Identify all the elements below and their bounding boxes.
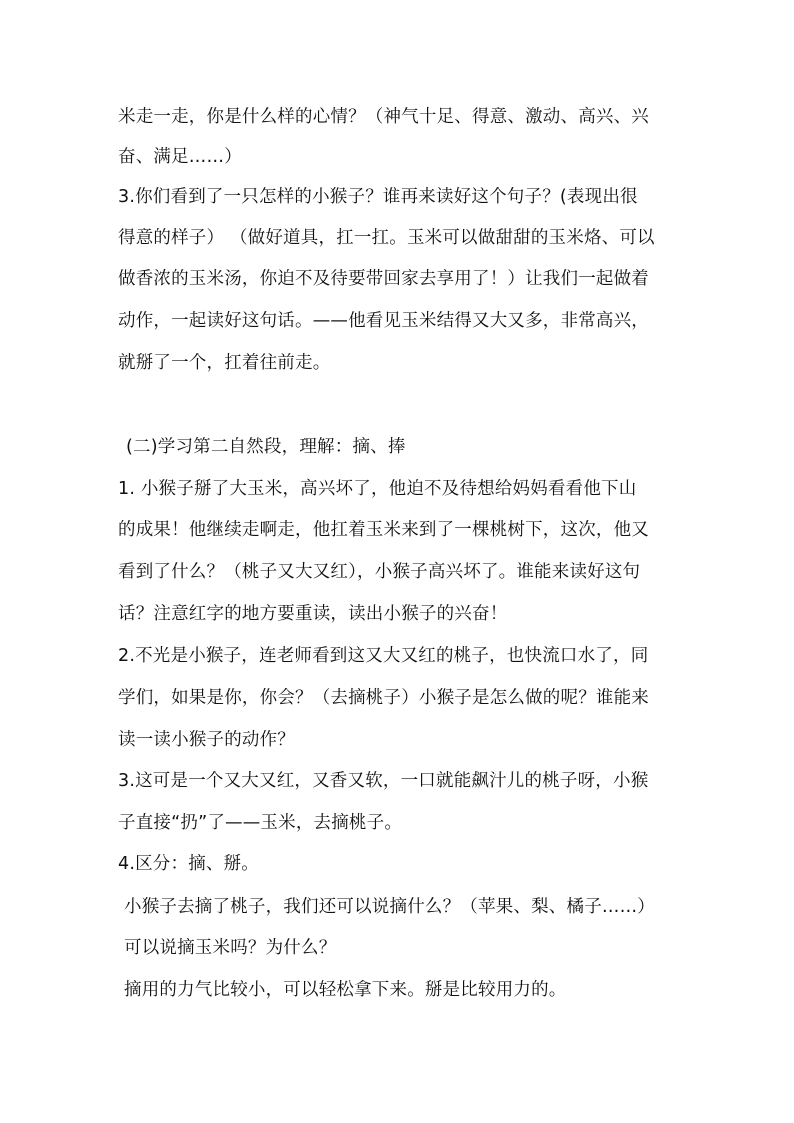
paragraph-line: 米走一走，你是什么样的心情？（神气十足、得意、激动、高兴、兴 xyxy=(118,107,649,127)
paragraph-line: 的成果！他继续走啊走，他扛着玉米来到了一棵桃树下，这次，他又 xyxy=(118,520,649,540)
paragraph-line: 得意的样子） （做好道具，扛一扛。玉米可以做甜甜的玉米烙、可以 xyxy=(118,228,655,248)
paragraph-line: 看到了什么？（桃子又大又红），小猴子高兴坏了。谁能来读好这句 xyxy=(118,562,641,582)
paragraph-line: 3.你们看到了一只怎样的小猴子？谁再来读好这个句子？(表现出很 xyxy=(118,187,638,207)
paragraph-line: 子直接“扔”了——玉米，去摘桃子。 xyxy=(118,813,403,833)
paragraph-line: 学们，如果是你，你会？（去摘桃子）小猴子是怎么做的呢？谁能来 xyxy=(118,688,649,708)
paragraph-line: 话？注意红字的地方要重读，读出小猴子的兴奋！ xyxy=(118,604,508,624)
paragraph-line: 动作，一起读好这句话。——他看见玉米结得又大又多，非常高兴， xyxy=(118,311,649,331)
paragraph-line: 奋、满足……） xyxy=(118,147,242,167)
paragraph-line: 读一读小猴子的动作？ xyxy=(118,730,295,750)
paragraph-line: 1. 小猴子掰了大玉米，高兴坏了，他迫不及待想给妈妈看看他下山 xyxy=(118,479,637,499)
paragraph-line: 小猴子去摘了桃子，我们还可以说摘什么？（苹果、梨、橘子……） xyxy=(124,897,655,917)
paragraph-line: 2.不光是小猴子，连老师看到这又大又红的桃子，也快流口水了，同 xyxy=(118,646,649,666)
paragraph-line: 摘用的力气比较小，可以轻松拿下来。掰是比较用力的。 xyxy=(124,980,567,1000)
paragraph-line: 4.区分：摘、掰。 xyxy=(118,854,259,874)
paragraph-line: 做香浓的玉米汤，你迫不及待要带回家去享用了！）让我们一起做着 xyxy=(118,269,649,289)
paragraph-line: 3.这可是一个又大又红，又香又软，一口就能飙汁儿的桃子呀，小猴 xyxy=(118,771,649,791)
section-heading: (二)学习第二自然段，理解：摘、捧 xyxy=(126,437,406,457)
paragraph-line: 就掰了一个，扛着往前走。 xyxy=(118,353,331,373)
paragraph-line: 可以说摘玉米吗？为什么？ xyxy=(124,938,337,958)
